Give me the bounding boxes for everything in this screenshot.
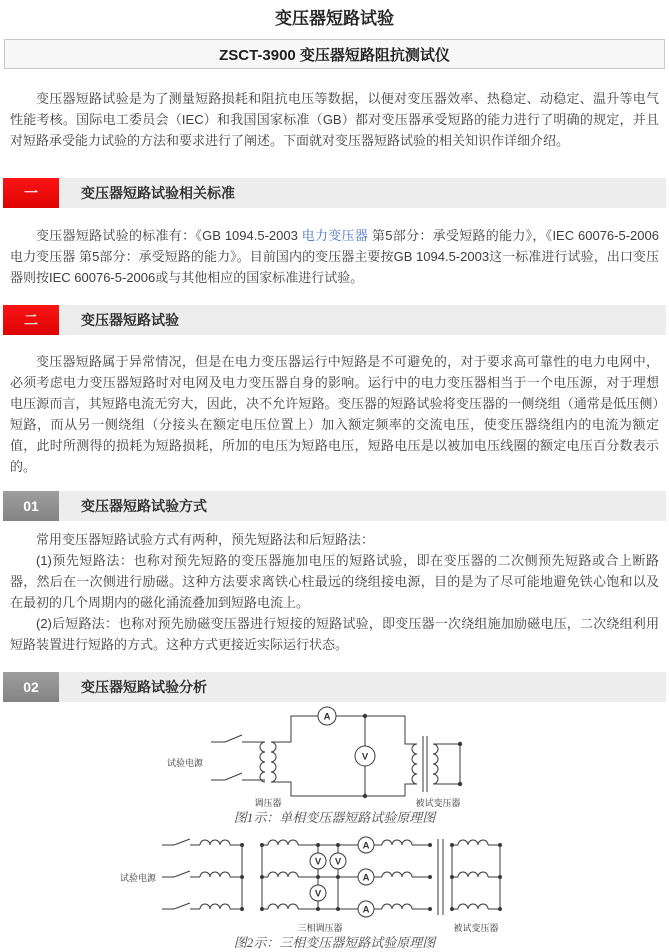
- switch-icon: [211, 773, 265, 780]
- regulator-label: 三相调压器: [296, 923, 343, 933]
- wire: [405, 716, 417, 744]
- source-coil-icon: [200, 904, 242, 909]
- standards-text-after: 第5部分：承受短路的能力》，《IEC 60076-5-2006 电力变压器 第5部分：承受短路的能力》。目前国内的变压器主要按GB 1094.5-2003这一标准进行试验，出口变压器则按IEC 60076-5-2006或与其他相应的国家标准进行试验。: [10, 228, 659, 285]
- standards-paragraph: [10, 225, 659, 288]
- method-1-paragraph: (1)预先短路法：也称对预先短路的变压器施加电压的短路试验，即在变压器的二次侧预先短路或合上断路器，然后在一次侧进行励磁。这种方法要求离铁心柱最远的绕组接电源，目的是为了尽可能地避免铁心饱和以及在最初的几个周期内的磁化涌流叠加到短路电流上。: [10, 553, 659, 610]
- section-badge-3: 01: [3, 491, 59, 521]
- switch-icon: [162, 871, 200, 877]
- three-phase-circuit-diagram: [120, 831, 550, 935]
- dut-row-wire: [452, 904, 500, 909]
- section-header-standards: [3, 178, 666, 208]
- section-header-analysis: [3, 672, 666, 702]
- short-circuit-wire: [433, 744, 460, 784]
- dut-primary-winding-icon: [412, 744, 417, 784]
- page-title: 变压器短路试验: [275, 9, 394, 28]
- ammeter-label: A: [362, 904, 369, 916]
- product-title: ZSCT-3900 变压器短路阻抗测试仪: [219, 46, 450, 64]
- figure-1-caption: 图1示：单相变压器短路试验原理图: [233, 810, 436, 825]
- section-title-1: 变压器短路试验相关标准: [81, 185, 235, 201]
- ammeter-label: A: [362, 840, 369, 852]
- source-coil-icon: [200, 840, 242, 845]
- methods-intro-line: 常用变压器短路试验方式有两种，预先短路法和后短路法：: [36, 532, 375, 547]
- methods-paragraph-group: [0, 529, 669, 655]
- test-description-paragraph: 变压器短路属于异常情况，但是在电力变压器运行中短路是不可避免的，对于要求高可靠性的电力电网中，必须考虑电力变压器短路时对电网及电力变压器自身的影响。运行中的电力变压器相当于一个电压源，对于理想电压源而言，其短路电流无穷大，因此，决不允许短路。变压器的短路试验将变压器的一侧绕组（通常是低压侧）短路，而从另一侧绕组（分接头在额定电压位置上）加入额定频率的交流电压，使变压器绕组内的电流为额定值，此时所测得的损耗为短路损耗，所加的电压为短路电压，短路电压是以被加电压线圈的额定电压百分数表示的。: [10, 354, 659, 474]
- dut-secondary-winding-icon: [433, 744, 438, 784]
- source-coil-icon: [200, 872, 242, 877]
- source-label: 试验电源: [166, 758, 203, 768]
- regulator-winding-icon: [260, 742, 265, 782]
- dut-row-wire: [452, 872, 500, 877]
- transformer-core-icon: [438, 839, 443, 915]
- section-title-4: 变压器短路试验分析: [81, 679, 207, 695]
- switch-icon: [162, 839, 200, 845]
- dut-row-wire: [452, 840, 500, 845]
- source-label: 试验电源: [119, 873, 156, 883]
- wire: [405, 784, 417, 796]
- section-title-2: 变压器短路试验: [81, 312, 179, 328]
- section-header-test: [3, 305, 666, 335]
- switch-icon: [162, 903, 200, 909]
- regulator-label: 调压器: [253, 798, 282, 808]
- regulator-winding-icon: [271, 742, 276, 782]
- section-header-methods: [3, 491, 666, 521]
- wire: [271, 716, 405, 742]
- section-title-3: 变压器短路试验方式: [81, 498, 207, 514]
- voltmeter-label: V: [314, 856, 321, 868]
- figure-2-caption: 图2示：三相变压器短路试验原理图: [233, 935, 436, 950]
- regulator-row-wire: [262, 872, 430, 877]
- ammeter-label: A: [362, 872, 369, 884]
- single-phase-circuit-diagram: [165, 706, 505, 810]
- transformer-core-icon: [423, 736, 427, 792]
- product-banner: [4, 39, 665, 69]
- switch-icon: [211, 735, 265, 742]
- standards-text-before: 变压器短路试验的标准有：《GB 1094.5-2003: [36, 228, 302, 243]
- ammeter-label: A: [323, 711, 330, 723]
- dut-label: 被试变压器: [452, 923, 499, 933]
- method-2-paragraph: (2)后短路法：也称对预先励磁变压器进行短接的短路试验，即变压器一次绕组施加励磁电压，二次绕组利用短路装置进行短路的方式。这种方式更接近实际运行状态。: [10, 616, 659, 652]
- voltmeter-label: V: [314, 888, 321, 900]
- section-badge-1: 一: [3, 178, 59, 208]
- section-badge-4: 02: [3, 672, 59, 702]
- figure-1: [0, 706, 669, 825]
- voltmeter-label: V: [361, 751, 368, 763]
- intro-paragraph: 变压器短路试验是为了测量短路损耗和阻抗电压等数据，以便对变压器效率、热稳定、动稳定、温升等电气性能考核。国际电工委员会（IEC）和我国国家标准（GB）都对变压器承受短路的能力进行了明确的规定，并且对短路承受能力试验的方法和要求进行了阐述。下面就对变压器短路试验的相关知识作详细介绍。: [10, 91, 659, 148]
- figure-2: [0, 831, 669, 950]
- voltmeter-label: V: [334, 856, 341, 868]
- section-badge-2: 二: [3, 305, 59, 335]
- dut-label: 被试变压器: [414, 798, 461, 808]
- regulator-row-wire: [262, 904, 430, 909]
- wire: [271, 782, 405, 796]
- power-transformer-link[interactable]: 电力变压器: [301, 228, 369, 243]
- regulator-row-wire: [262, 840, 430, 845]
